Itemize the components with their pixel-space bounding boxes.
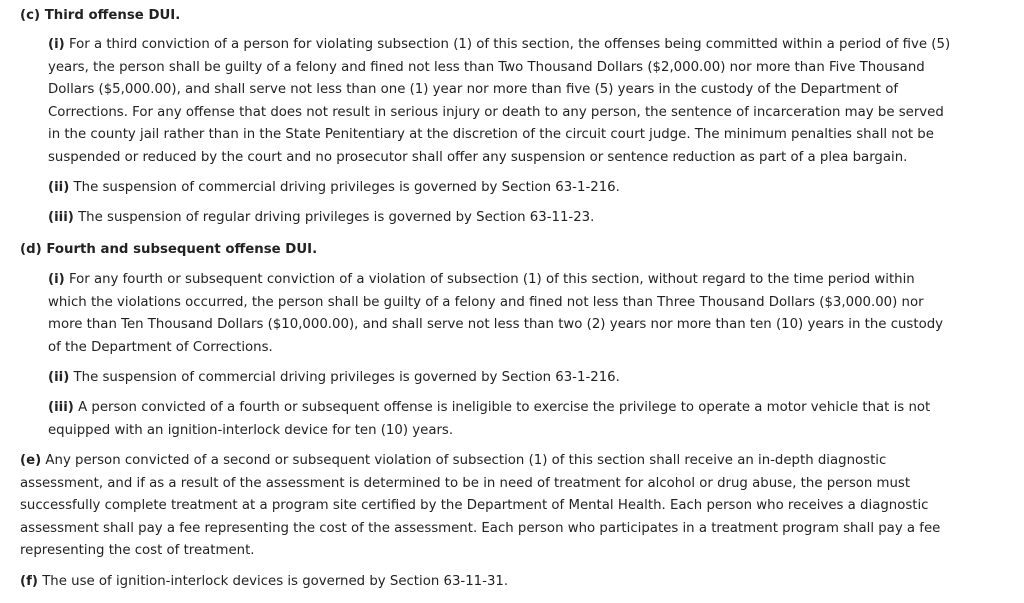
line-text: For any fourth or subsequent conviction of a violation of subsection (1) of this section, without regard to the time period within xyxy=(68,272,915,287)
line-text: Any person convicted of a second or subsequent violation of subsection (1) of this section shall receive an in-depth diagnostic xyxy=(45,453,887,468)
paragraph-line: suspended or reduced by the court and no prosecutor shall offer any suspension or sentence reduction as part of a plea bargain. xyxy=(48,149,908,165)
section-c-item-ii xyxy=(48,177,998,200)
line-text: A person convicted of a fourth or subsequent offense is ineligible to exercise the privilege to operate a motor vehicle that is not xyxy=(78,400,931,415)
paragraph-line: Dollars ($5,000.00), and shall serve not less than one (1) year nor more than five (5) years in the custody of the Department of xyxy=(48,82,899,98)
paragraph-line: years, the person shall be guilty of a felony and fined not less than Two Thousand Dollars ($2,000.00) nor more than Five Thousand xyxy=(48,59,925,75)
paragraph-line xyxy=(48,177,998,200)
paragraph-line xyxy=(20,450,1010,473)
section-d-item-ii xyxy=(48,367,998,390)
paragraph-line: Corrections. For any offense that does not result in serious injury or death to any person, the sentence of incarceration may be served xyxy=(48,104,944,120)
section-d-item-i xyxy=(48,269,998,359)
section-c-heading xyxy=(20,5,180,27)
item-label: (iii) xyxy=(48,400,74,415)
paragraph-line: equipped with an ignition-interlock device for ten (10) years. xyxy=(48,422,454,438)
line-text: For a third conviction of a person for violating subsection (1) of this section, the offenses being committed within a period of five (5) xyxy=(68,37,951,52)
paragraph-line: representing the cost of treatment. xyxy=(20,543,255,559)
section-d-item-iii xyxy=(48,397,998,442)
section-d-label: (d) xyxy=(20,242,42,257)
section-c-title: Third offense DUI. xyxy=(44,8,181,23)
paragraph-line: assessment, and if as a result of the assessment is determined to be in need of treatment for alcohol or drug abuse, the person must xyxy=(20,475,911,491)
paragraph-line xyxy=(20,571,1010,594)
line-text: The use of ignition-interlock devices is governed by Section 63-11-31. xyxy=(42,574,509,589)
paragraph-line xyxy=(48,367,998,390)
paragraph-line xyxy=(48,397,998,420)
section-f xyxy=(20,571,1010,594)
item-label: (f) xyxy=(20,574,38,589)
section-d-heading xyxy=(20,239,317,261)
section-c-item-i xyxy=(48,34,998,170)
item-label: (ii) xyxy=(48,180,70,195)
paragraph-line: which the violations occurred, the person shall be guilty of a felony and fined not less than Three Thousand Dollars ($3,000.00) nor xyxy=(48,294,924,310)
item-label: (i) xyxy=(48,37,65,52)
line-text: The suspension of regular driving privileges is governed by Section 63-11-23. xyxy=(78,210,595,225)
item-label: (ii) xyxy=(48,370,70,385)
paragraph-line: assessment shall pay a fee representing the cost of the assessment. Each person who participates in a treatment program shall pay a fee xyxy=(20,520,941,536)
paragraph-line: of the Department of Corrections. xyxy=(48,339,273,355)
item-label: (e) xyxy=(20,453,42,468)
paragraph-line: more than Ten Thousand Dollars ($10,000.00), and shall serve not less than two (2) years nor more than ten (10) years in the custody xyxy=(48,317,944,333)
line-text: The suspension of commercial driving privileges is governed by Section 63-1-216. xyxy=(73,180,620,195)
section-d-title: Fourth and subsequent offense DUI. xyxy=(46,242,318,257)
line-text: The suspension of commercial driving privileges is governed by Section 63-1-216. xyxy=(73,370,620,385)
section-e xyxy=(20,450,1010,563)
paragraph-line: successfully complete treatment at a program site certified by the Department of Mental Health. Each person who receives a diagnostic xyxy=(20,498,929,514)
item-label: (i) xyxy=(48,272,65,287)
paragraph-line: in the county jail rather than in the State Penitentiary at the discretion of the circuit court judge. The minimum penalties shall not be xyxy=(48,127,934,143)
item-label: (iii) xyxy=(48,210,74,225)
paragraph-line xyxy=(48,207,998,230)
section-c-item-iii xyxy=(48,207,998,230)
paragraph-line xyxy=(48,34,998,57)
section-c-label: (c) xyxy=(20,8,41,23)
paragraph-line xyxy=(48,269,998,292)
